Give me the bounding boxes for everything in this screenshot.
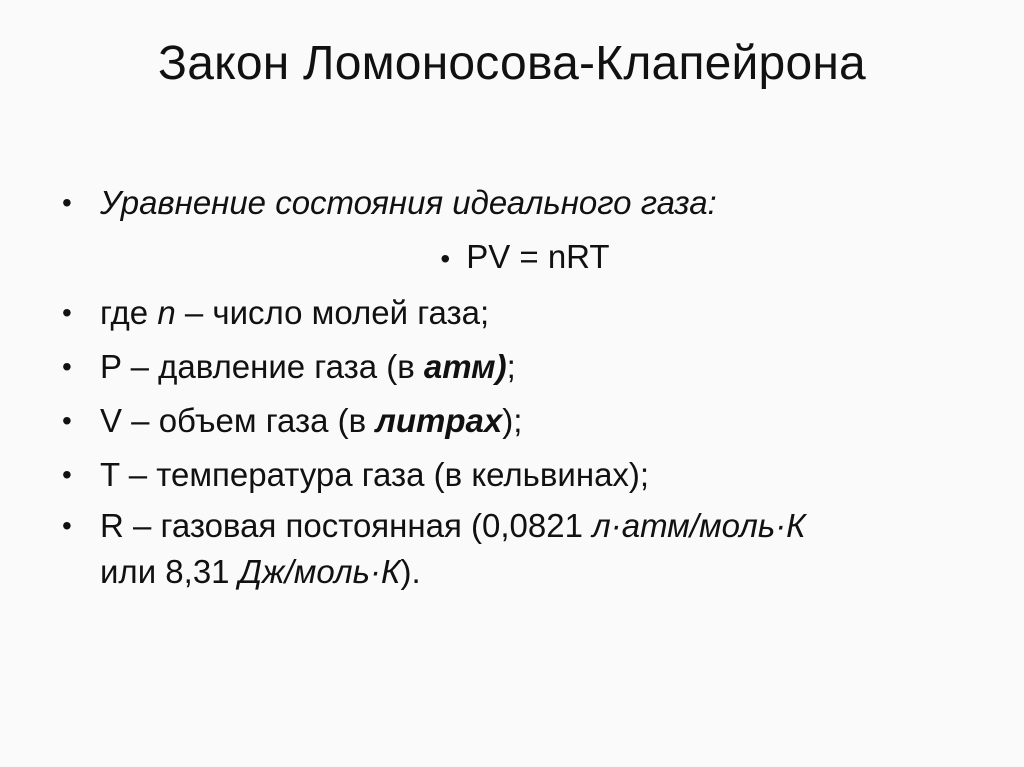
n-prefix: где xyxy=(100,294,158,331)
r-unit2: Дж/моль·К xyxy=(238,553,401,590)
list-item-v xyxy=(60,394,970,448)
p-prefix: P – давление газа (в xyxy=(100,348,424,385)
bullet-list xyxy=(60,176,970,594)
p-unit: атм) xyxy=(423,348,507,385)
n-symbol: n xyxy=(157,294,176,331)
intro-text: Уравнение состояния идеального газа: xyxy=(100,184,717,221)
r-continuation xyxy=(100,550,970,594)
list-item-intro xyxy=(60,176,970,230)
v-prefix: V – объем газа (в xyxy=(100,402,376,439)
r-suffix: ). xyxy=(400,553,421,590)
v-unit: литрах xyxy=(375,402,503,439)
bullet-icon: • xyxy=(62,187,72,218)
p-suffix: ; xyxy=(506,348,516,385)
bullet-icon: • xyxy=(62,405,72,436)
r-unit1: л·атм/моль·К xyxy=(592,507,806,544)
r-middle: или 8,31 xyxy=(100,553,239,590)
bullet-icon: • xyxy=(62,297,72,328)
slide-title: Закон Ломоносова-Клапейрона xyxy=(158,37,866,90)
bullet-icon: • xyxy=(440,243,451,274)
bullet-icon: • xyxy=(62,351,72,382)
list-item-p xyxy=(60,340,970,394)
list-item-equation xyxy=(80,230,970,286)
bullet-icon: • xyxy=(62,510,72,541)
v-suffix: ); xyxy=(502,402,523,439)
list-item-r xyxy=(60,502,970,594)
equation-text: PV = nRT xyxy=(466,238,610,275)
list-item-n xyxy=(60,286,970,340)
t-text: T – температура газа (в кельвинах); xyxy=(100,456,650,493)
r-prefix: R – газовая постоянная (0,0821 xyxy=(100,507,593,544)
bullet-icon: • xyxy=(62,459,72,490)
n-suffix: – число молей газа; xyxy=(175,294,490,331)
list-item-t xyxy=(60,448,970,502)
